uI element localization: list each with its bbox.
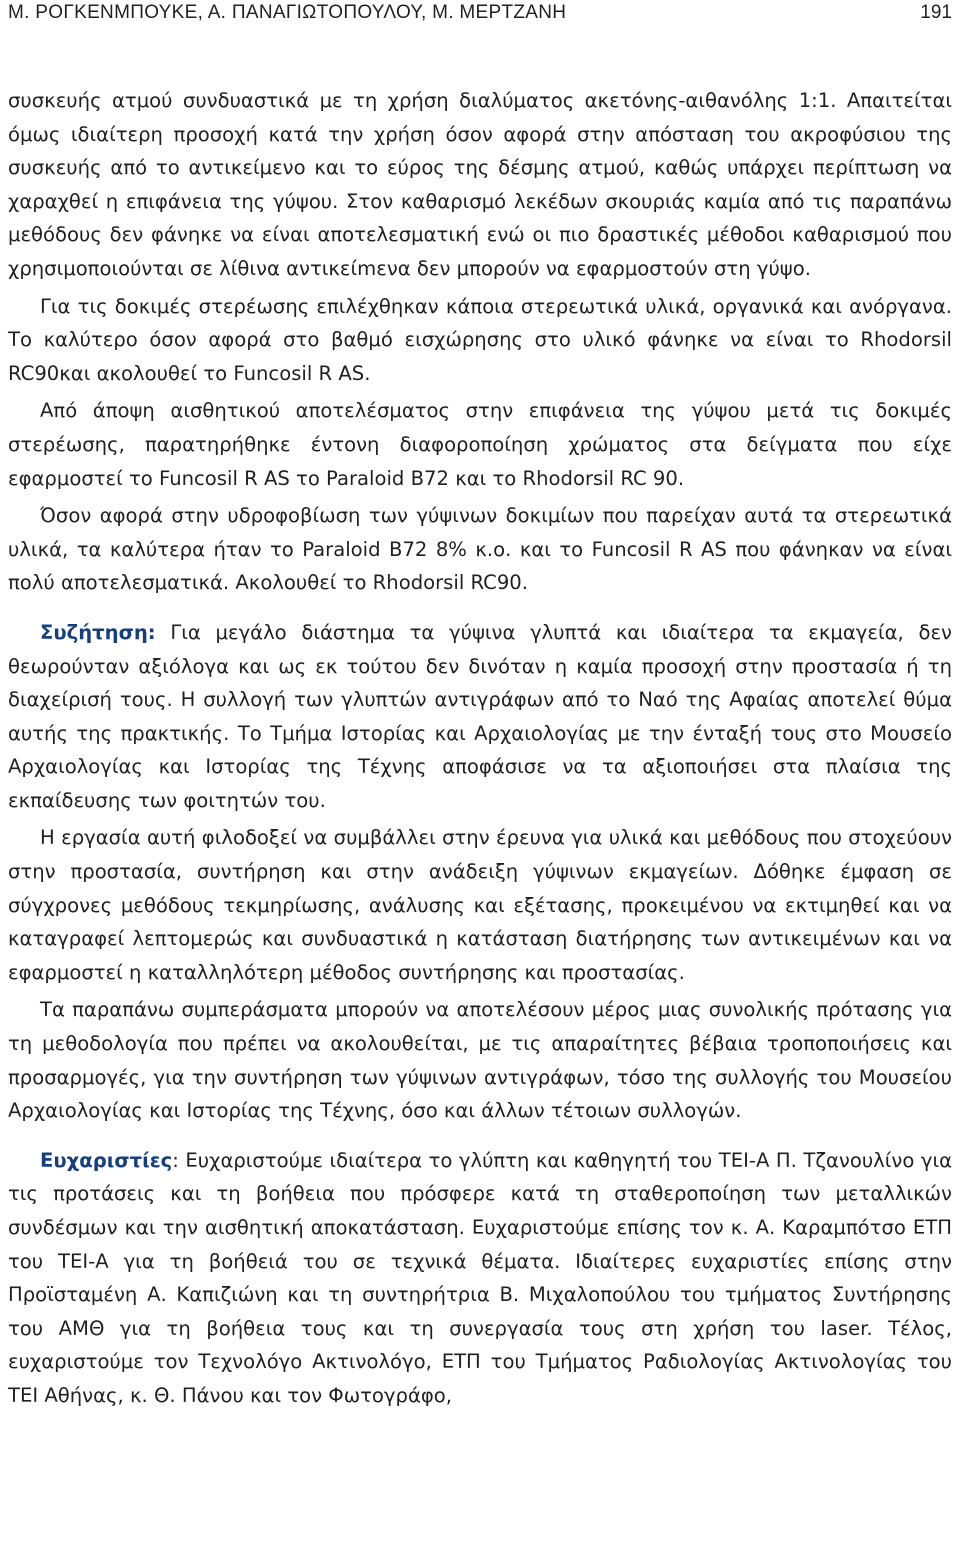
paragraph-discussion xyxy=(8,616,952,818)
discussion-heading: Συζήτηση: xyxy=(40,620,156,644)
header-authors: Μ. ΡΟΓΚΕΝΜΠΟΥΚΕ, Α. ΠΑΝΑΓΙΩΤΟΠΟΥΛΟΥ, Μ. ΜΕΡΤΖΑΝΗ xyxy=(8,2,567,23)
paragraph-aesthetic-result: Από άποψη αισθητικού αποτελέσματος στην επιφάνεια της γύψου μετά τις δοκιμές στερέωσης, παρατηρήθηκε έντονη διαφοροποίηση χρώματος στα δείγματα που είχε εφαρμοστεί το Funcosil R AS το Paraloid B72 και το Rhodorsil RC 90. xyxy=(8,399,952,490)
acknowledgements-text: : Ευχαριστούμε ιδιαίτερα το γλύπτη και καθηγητή του ΤΕΙ-Α Π. Τζανουλίνο για τις προτάσεις και τη βοήθεια που πρόσφερε κατά τη σταθεροποίηση των μεταλλικών συνδέσμων και την αισθητική αποκατάσταση. Ευχαριστούμε επίσης τον κ. Α. Καραμπότσο ΕΤΠ του ΤΕΙ-Α για τη βοήθειά του σε τεχνικά θέματα. Ιδιαίτερες ευχαριστίες επίσης στην Προϊσταμένη Α. Καπιζιώνη και τη συντηρήτρια Β. Μιχαλοπούλου του τμήματος Συντήρησης του ΑΜΘ για τη βοήθεια τους και τη συνεργασία τους στη χρήση του laser. Τέλος, ευχαριστούμε τον Τεχνολόγο Ακτινολόγο, ΕΤΠ του Τμήματος Ραδιολογίας Ακτινολογίας του ΤΕΙ Αθήνας, κ. Θ. Πάνου και τον Φωτογράφο, xyxy=(8,1148,952,1407)
paragraph-aim: Η εργασία αυτή φιλοδοξεί να συμβάλλει στην έρευνα για υλικά και μεθόδους που στοχεύουν στην προστασία, συντήρηση και στην ανάδειξη γύψινων εκμαγείων. Δόθηκε έμφαση σε σύγχρονες μεθόδους τεκμηρίωσης, ανάλυσης και εξέτασης, προκειμένου να εκτιμηθεί και να καταγραφεί λεπτομερώς και συνδυαστικά η κατάσταση διατήρησης των αντικειμένων και να εφαρμοστεί η καταλληλότερη μέθοδος συντήρησης και προστασίας. xyxy=(8,826,952,984)
paragraph-cleaning: συσκευής ατμού συνδυαστικά με τη χρήση διαλύματος ακετόνης-αιθανόλης 1:1. Απαιτείται όμως ιδιαίτερη προσοχή κατά την χρήση όσον αφορά στην απόσταση του ακροφύσιου της συσκευής από το αντικείμενο και το εύρος της δέσμης ατμού, καθώς υπάρχει περίπτωση να χαραχθεί η επιφάνεια της γύψου. Στον καθαρισμό λεκέδων σκουριάς καμία από τις παραπάνω μεθόδους δεν φάνηκε να είναι αποτελεσματική ενώ οι πιο δραστικές μέθοδοι καθαρισμού που χρησιμοποιούνται σε λίθινα αντικείmενα δεν μπορούν να εφαρμοστούν στη γύψο. xyxy=(8,89,952,280)
page-number: 191 xyxy=(920,2,952,23)
acknowledgements-heading: Ευχαριστίες xyxy=(40,1148,173,1172)
paragraph-consolidation: Για τις δοκιμές στερέωσης επιλέχθηκαν κάποια στερεωτικά υλικά, οργανικά και ανόργανα. Το καλύτερο όσον αφορά στο βαθμό εισχώρησης στο υλικό φάνηκε να είναι το Rhodorsil RC90και ακολουθεί το Funcosil R AS. xyxy=(8,294,952,385)
running-header xyxy=(8,2,952,28)
paragraph-acknowledgements xyxy=(8,1144,952,1413)
discussion-text: Για μεγάλο διάστημα τα γύψινα γλυπτά και ιδιαίτερα τα εκμαγεία, δεν θεωρούνταν αξιόλογα και ως εκ τούτου δεν δινόταν η καμία προσοχή στην προστασία ή τη διαχείρισή τους. Η συλλογή των γλυπτών αντιγράφων από το Ναό της Αφαίας αποτελεί θύμα αυτής της πρακτικής. Το Τμήμα Ιστορίας και Αρχαιολογίας με την ένταξή τους στο Μουσείο Αρχαιολογίας και Ιστορίας της Τέχνης αποφάσισε να τα αξιοποιήσει στα πλαίσια της εκπαίδευσης των φοιτητών του. xyxy=(8,620,952,812)
paragraph-conclusions: Τα παραπάνω συμπεράσματα μπορούν να αποτελέσουν μέρος μιας συνολικής πρότασης για τη μεθοδολογία που πρέπει να ακολουθείται, με τις απαραίτητες βέβαια τροποποιήσεις και προσαρμογές, για την συντήρηση των γύψινων αντιγράφων, τόσο της συλλογής του Μουσείου Αρχαιολογίας και Ιστορίας της Τέχνης, όσο και άλλων τέτοιων συλλογών. xyxy=(8,998,952,1123)
body-text xyxy=(8,84,952,1413)
paragraph-hydrophobization: Όσον αφορά στην υδροφοβίωση των γύψινων δοκιμίων που παρείχαν αυτά τα στερεωτικά υλικά, τα καλύτερα ήταν το Paraloid B72 8% κ.ο. και το Funcosil R AS που φάνηκαν να είναι πολύ αποτελεσματικά. Ακολουθεί το Rhodorsil RC90. xyxy=(8,504,952,595)
